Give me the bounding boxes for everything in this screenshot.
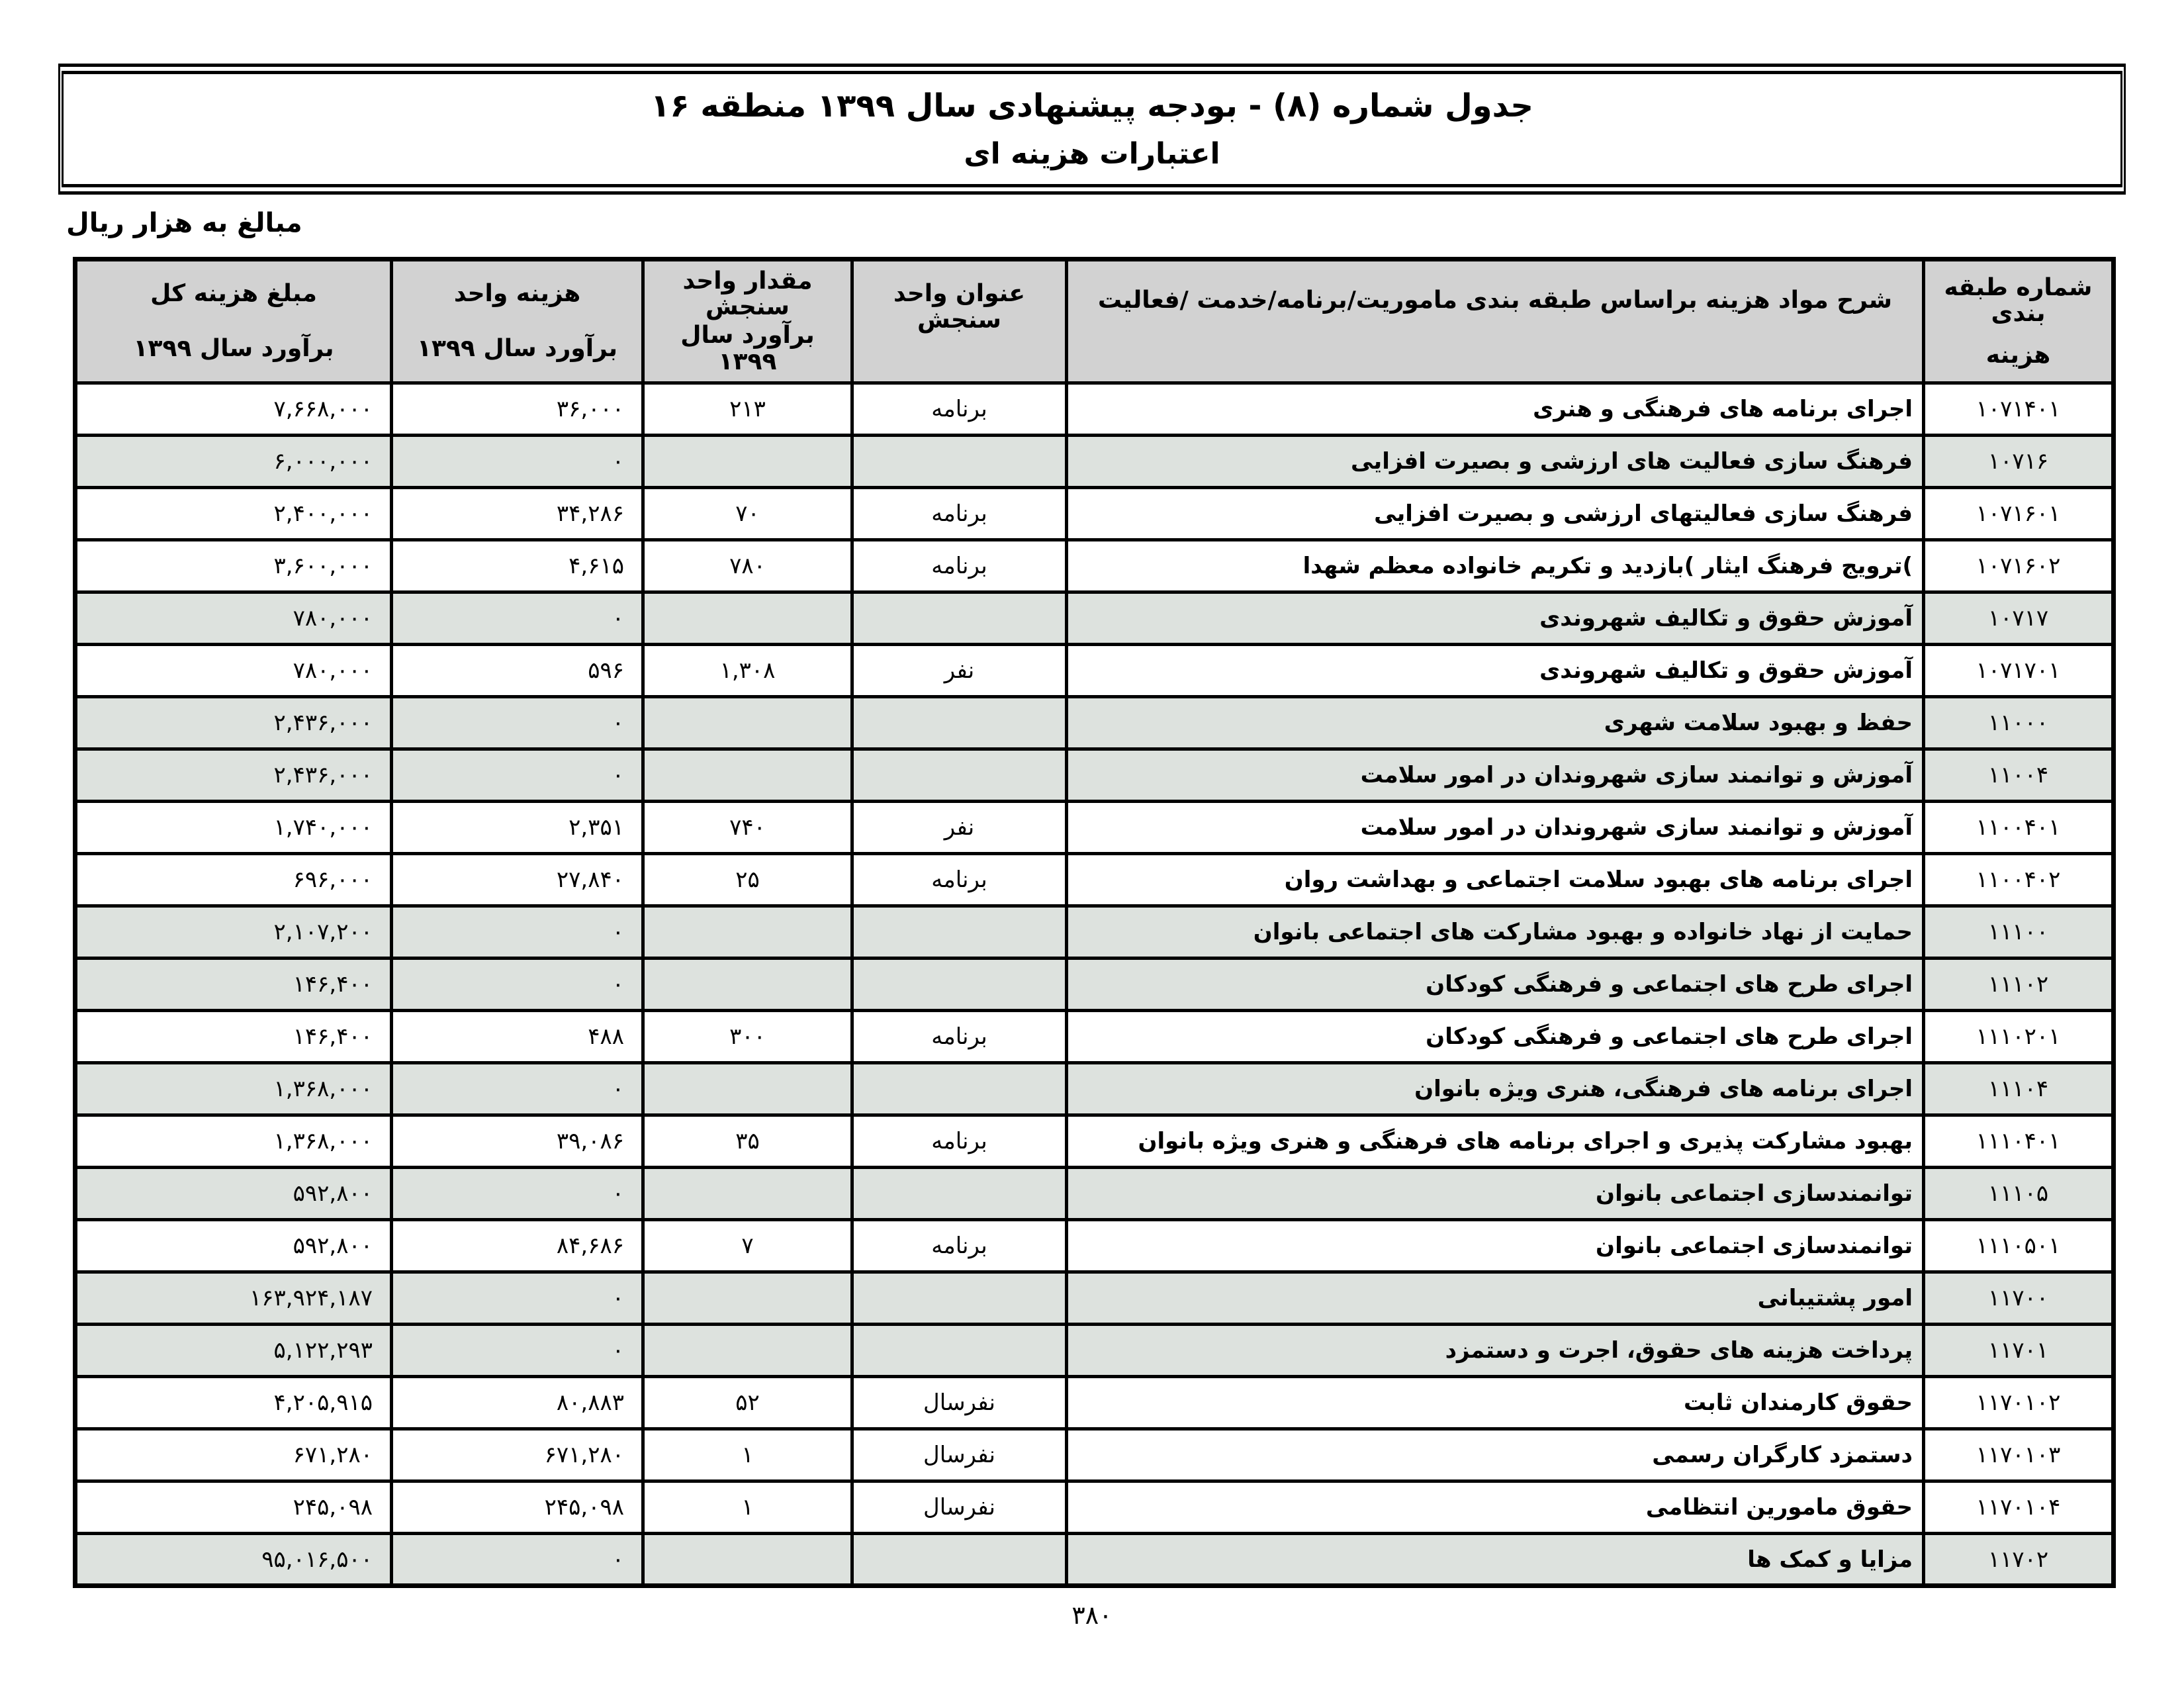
cell-description: مزایا و کمک ها: [1067, 1534, 1924, 1586]
cell-unit-title: برنامه: [852, 488, 1067, 540]
cell-unit-title: [852, 1325, 1067, 1377]
cell-total-cost: ۱,۳۶۸,۰۰۰: [75, 1063, 392, 1115]
table-body: [75, 383, 2114, 1586]
cell-unit-cost: ۳۹,۰۸۶: [392, 1115, 643, 1168]
cell-unit-qty: ۳۰۰: [643, 1011, 852, 1063]
cell-code: ۱۱۷۰۱: [1924, 1325, 2114, 1377]
cell-unit-qty: ۷۰: [643, 488, 852, 540]
header-unit-cost-wrap: [393, 263, 641, 380]
cell-unit-cost: ۰: [392, 1534, 643, 1586]
table-row: [75, 1220, 2114, 1272]
cell-total-cost: ۷۸۰,۰۰۰: [75, 592, 392, 645]
cell-description: توانمندسازی اجتماعی بانوان: [1067, 1220, 1924, 1272]
table-row: [75, 959, 2114, 1011]
cell-unit-title: نفرسال: [852, 1377, 1067, 1429]
cell-unit-cost: ۰: [392, 697, 643, 749]
table-row: [75, 488, 2114, 540]
cell-unit-qty: [643, 697, 852, 749]
cell-description: بهبود مشارکت پذیری و اجرای برنامه های فرهنگی و هنری ویژه بانوان: [1067, 1115, 1924, 1168]
cell-unit-cost: ۰: [392, 1325, 643, 1377]
document-title: جدول شماره (۸) - بودجه پیشنهادی سال ۱۳۹۹ منطقه ۱۶: [651, 87, 1533, 124]
cell-unit-title: برنامه: [852, 383, 1067, 436]
header-description-wrap: [1068, 263, 1922, 380]
cell-unit-title: [852, 749, 1067, 802]
cell-code: ۱۱۱۰۲۰۱: [1924, 1011, 2114, 1063]
cell-unit-cost: ۴,۶۱۵: [392, 540, 643, 592]
units-note: مبالغ به هزار ریال: [66, 208, 302, 238]
cell-unit-title: نفر: [852, 645, 1067, 697]
cell-code: ۱۱۰۰۴۰۱: [1924, 802, 2114, 854]
cell-code: ۱۱۱۰۵: [1924, 1168, 2114, 1220]
cell-code: ۱۱۱۰۲: [1924, 959, 2114, 1011]
header-code-line1: شماره طبقه بندی: [1944, 273, 2093, 328]
cell-unit-qty: [643, 1325, 852, 1377]
cell-code: ۱۰۷۱۴۰۱: [1924, 383, 2114, 436]
cell-unit-cost: ۲۴۵,۰۹۸: [392, 1481, 643, 1534]
cell-description: توانمندسازی اجتماعی بانوان: [1067, 1168, 1924, 1220]
cell-unit-qty: ۷: [643, 1220, 852, 1272]
cell-unit-title: [852, 1063, 1067, 1115]
cell-unit-cost: ۶۷۱,۲۸۰: [392, 1429, 643, 1481]
cell-code: ۱۱۷۰۱۰۴: [1924, 1481, 2114, 1534]
cell-total-cost: ۳,۶۰۰,۰۰۰: [75, 540, 392, 592]
table-row: [75, 749, 2114, 802]
cell-unit-qty: [643, 436, 852, 488]
cell-unit-cost: ۵۹۶: [392, 645, 643, 697]
table-row: [75, 1063, 2114, 1115]
cell-unit-title: نفر: [852, 802, 1067, 854]
budget-table: [73, 257, 2116, 1588]
cell-total-cost: ۷,۶۶۸,۰۰۰: [75, 383, 392, 436]
table-row: [75, 906, 2114, 959]
cell-total-cost: ۶۹۶,۰۰۰: [75, 854, 392, 906]
cell-code: ۱۱۱۰۴: [1924, 1063, 2114, 1115]
cell-unit-cost: ۰: [392, 1168, 643, 1220]
cell-description: فرهنگ سازی فعالیتهای ارزشی و بصیرت افزایی: [1067, 488, 1924, 540]
cell-code: ۱۱۱۰۴۰۱: [1924, 1115, 2114, 1168]
header-description: [1067, 259, 1924, 383]
header-unit-title-line1: عنوان واحد سنجش: [893, 280, 1025, 334]
cell-unit-cost: ۰: [392, 1063, 643, 1115]
cell-unit-cost: ۳۶,۰۰۰: [392, 383, 643, 436]
header-code: [1924, 259, 2114, 383]
cell-unit-cost: ۲,۳۵۱: [392, 802, 643, 854]
cell-total-cost: ۱,۳۶۸,۰۰۰: [75, 1115, 392, 1168]
cell-description: حفظ و بهبود سلامت شهری: [1067, 697, 1924, 749]
cell-unit-qty: ۲۱۳: [643, 383, 852, 436]
table-row: [75, 1377, 2114, 1429]
cell-unit-qty: [643, 749, 852, 802]
cell-description: اجرای برنامه های فرهنگی، هنری ویژه بانوان: [1067, 1063, 1924, 1115]
cell-code: ۱۰۷۱۶۰۲: [1924, 540, 2114, 592]
cell-unit-title: برنامه: [852, 854, 1067, 906]
cell-total-cost: ۱۶۳,۹۲۴,۱۸۷: [75, 1272, 392, 1325]
cell-description: اجرای طرح های اجتماعی و فرهنگی کودکان: [1067, 959, 1924, 1011]
cell-total-cost: ۶,۰۰۰,۰۰۰: [75, 436, 392, 488]
table-row: [75, 592, 2114, 645]
cell-unit-title: [852, 697, 1067, 749]
table-row: [75, 697, 2114, 749]
cell-unit-qty: ۷۸۰: [643, 540, 852, 592]
cell-code: ۱۱۷۰۱۰۲: [1924, 1377, 2114, 1429]
header-unit-title: [852, 259, 1067, 383]
cell-unit-cost: ۰: [392, 1272, 643, 1325]
cell-unit-qty: [643, 906, 852, 959]
header-total-cost-line2: برآورد سال ۱۳۹۹: [133, 334, 334, 362]
header-description-line1: شرح مواد هزینه براساس طبقه بندی ماموریت/برنامه/خدمت /فعالیت: [1097, 287, 1893, 314]
cell-unit-title: برنامه: [852, 1115, 1067, 1168]
cell-total-cost: ۱۴۶,۴۰۰: [75, 959, 392, 1011]
table-row: [75, 1534, 2114, 1586]
cell-description: حقوق کارمندان ثابت: [1067, 1377, 1924, 1429]
cell-unit-cost: ۲۷,۸۴۰: [392, 854, 643, 906]
table-row: [75, 1481, 2114, 1534]
cell-total-cost: ۲,۴۳۶,۰۰۰: [75, 697, 392, 749]
cell-unit-qty: ۲۵: [643, 854, 852, 906]
cell-unit-title: [852, 959, 1067, 1011]
cell-total-cost: ۲,۴۳۶,۰۰۰: [75, 749, 392, 802]
table-row: [75, 802, 2114, 854]
cell-unit-cost: ۸۰,۸۸۳: [392, 1377, 643, 1429]
cell-unit-title: برنامه: [852, 1220, 1067, 1272]
cell-description: آموزش حقوق و تکالیف شهروندی: [1067, 592, 1924, 645]
cell-total-cost: ۷۸۰,۰۰۰: [75, 645, 392, 697]
cell-unit-cost: ۳۴,۲۸۶: [392, 488, 643, 540]
cell-description: فرهنگ سازی فعالیت های ارزشی و بصیرت افزایی: [1067, 436, 1924, 488]
cell-code: ۱۰۷۱۶۰۱: [1924, 488, 2114, 540]
cell-unit-qty: [643, 1168, 852, 1220]
cell-code: ۱۱۰۰۴: [1924, 749, 2114, 802]
cell-total-cost: ۶۷۱,۲۸۰: [75, 1429, 392, 1481]
header-total-cost-line1: مبلغ هزینه کل: [150, 280, 317, 308]
cell-total-cost: ۹۵,۰۱۶,۵۰۰: [75, 1534, 392, 1586]
cell-unit-qty: ۷۴۰: [643, 802, 852, 854]
header-unit-qty: [643, 259, 852, 383]
cell-unit-qty: [643, 592, 852, 645]
cell-unit-qty: [643, 1534, 852, 1586]
cell-code: ۱۱۷۰۱۰۳: [1924, 1429, 2114, 1481]
cell-total-cost: ۲۴۵,۰۹۸: [75, 1481, 392, 1534]
table-row: [75, 383, 2114, 436]
cell-unit-title: [852, 592, 1067, 645]
cell-unit-title: [852, 1534, 1067, 1586]
cell-unit-qty: [643, 959, 852, 1011]
table-row: [75, 854, 2114, 906]
cell-unit-cost: ۸۴,۶۸۶: [392, 1220, 643, 1272]
table-row: [75, 1115, 2114, 1168]
cell-total-cost: ۵,۱۲۲,۲۹۳: [75, 1325, 392, 1377]
table-row: [75, 1168, 2114, 1220]
table-row: [75, 540, 2114, 592]
header-unit-qty-line1: مقدار واحد سنجش: [682, 267, 813, 321]
header-unit-qty-wrap: [645, 263, 850, 380]
cell-unit-qty: ۳۵: [643, 1115, 852, 1168]
header-unit-cost-line1: هزینه واحد: [453, 280, 581, 308]
cell-code: ۱۱۷۰۲: [1924, 1534, 2114, 1586]
cell-total-cost: ۲,۱۰۷,۲۰۰: [75, 906, 392, 959]
cell-code: ۱۱۱۰۵۰۱: [1924, 1220, 2114, 1272]
cell-total-cost: ۵۹۲,۸۰۰: [75, 1220, 392, 1272]
cell-unit-title: [852, 1168, 1067, 1220]
cell-unit-cost: ۰: [392, 749, 643, 802]
table-row: [75, 645, 2114, 697]
cell-total-cost: ۲,۴۰۰,۰۰۰: [75, 488, 392, 540]
cell-unit-title: نفرسال: [852, 1481, 1067, 1534]
table-row: [75, 1272, 2114, 1325]
table-row: [75, 1011, 2114, 1063]
cell-unit-cost: ۰: [392, 592, 643, 645]
cell-code: ۱۱۰۰۴۰۲: [1924, 854, 2114, 906]
table-row: [75, 1429, 2114, 1481]
cell-description: حقوق مامورین انتظامی: [1067, 1481, 1924, 1534]
cell-unit-qty: [643, 1272, 852, 1325]
header-total-cost-wrap: [77, 263, 390, 380]
cell-description: امور پشتیبانی: [1067, 1272, 1924, 1325]
cell-code: ۱۰۷۱۷۰۱: [1924, 645, 2114, 697]
cell-code: ۱۱۱۰۰: [1924, 906, 2114, 959]
cell-description: )ترویج فرهنگ ایثار )بازدید و تکریم خانواده معظم شهدا: [1067, 540, 1924, 592]
cell-description: دستمزد کارگران رسمی: [1067, 1429, 1924, 1481]
header-code-wrap: [1925, 263, 2111, 380]
cell-unit-cost: ۰: [392, 959, 643, 1011]
cell-code: ۱۰۷۱۷: [1924, 592, 2114, 645]
table-row: [75, 436, 2114, 488]
cell-unit-title: [852, 436, 1067, 488]
cell-unit-cost: ۰: [392, 906, 643, 959]
header-unit-cost-line2: برآورد سال ۱۳۹۹: [417, 334, 617, 362]
cell-unit-qty: ۱,۳۰۸: [643, 645, 852, 697]
cell-code: ۱۰۷۱۶: [1924, 436, 2114, 488]
cell-unit-title: [852, 1272, 1067, 1325]
page-number: ۳۸۰: [1071, 1601, 1113, 1630]
header-unit-qty-line2: برآورد سال ۱۳۹۹: [680, 322, 815, 375]
header-code-line2: هزینه: [1985, 341, 2051, 369]
cell-unit-qty: ۵۲: [643, 1377, 852, 1429]
cell-unit-cost: ۴۸۸: [392, 1011, 643, 1063]
cell-total-cost: ۵۹۲,۸۰۰: [75, 1168, 392, 1220]
cell-description: آموزش حقوق و تکالیف شهروندی: [1067, 645, 1924, 697]
cell-description: اجرای برنامه های بهبود سلامت اجتماعی و بهداشت روان: [1067, 854, 1924, 906]
cell-unit-title: [852, 906, 1067, 959]
cell-unit-cost: ۰: [392, 436, 643, 488]
title-box: [58, 64, 2126, 195]
cell-unit-title: برنامه: [852, 1011, 1067, 1063]
cell-description: حمایت از نهاد خانواده و بهبود مشارکت های اجتماعی بانوان: [1067, 906, 1924, 959]
cell-code: ۱۱۰۰۰: [1924, 697, 2114, 749]
header-total-cost: [75, 259, 392, 383]
header-unit-title-wrap: [854, 263, 1065, 380]
cell-total-cost: ۱,۷۴۰,۰۰۰: [75, 802, 392, 854]
header-unit-cost: [392, 259, 643, 383]
cell-description: اجرای برنامه های فرهنگی و هنری: [1067, 383, 1924, 436]
cell-description: پرداخت هزینه های حقوق، اجرت و دستمزد: [1067, 1325, 1924, 1377]
cell-unit-qty: ۱: [643, 1429, 852, 1481]
header-row: [75, 259, 2114, 383]
cell-code: ۱۱۷۰۰: [1924, 1272, 2114, 1325]
cell-unit-title: نفرسال: [852, 1429, 1067, 1481]
cell-description: آموزش و توانمند سازی شهروندان در امور سلامت: [1067, 802, 1924, 854]
cell-total-cost: ۱۴۶,۴۰۰: [75, 1011, 392, 1063]
cell-total-cost: ۴,۲۰۵,۹۱۵: [75, 1377, 392, 1429]
cell-description: اجرای طرح های اجتماعی و فرهنگی کودکان: [1067, 1011, 1924, 1063]
cell-unit-qty: [643, 1063, 852, 1115]
cell-unit-qty: ۱: [643, 1481, 852, 1534]
cell-description: آموزش و توانمند سازی شهروندان در امور سلامت: [1067, 749, 1924, 802]
document-subtitle: اعتبارات هزینه ای: [964, 137, 1220, 171]
cell-unit-title: برنامه: [852, 540, 1067, 592]
table-row: [75, 1325, 2114, 1377]
